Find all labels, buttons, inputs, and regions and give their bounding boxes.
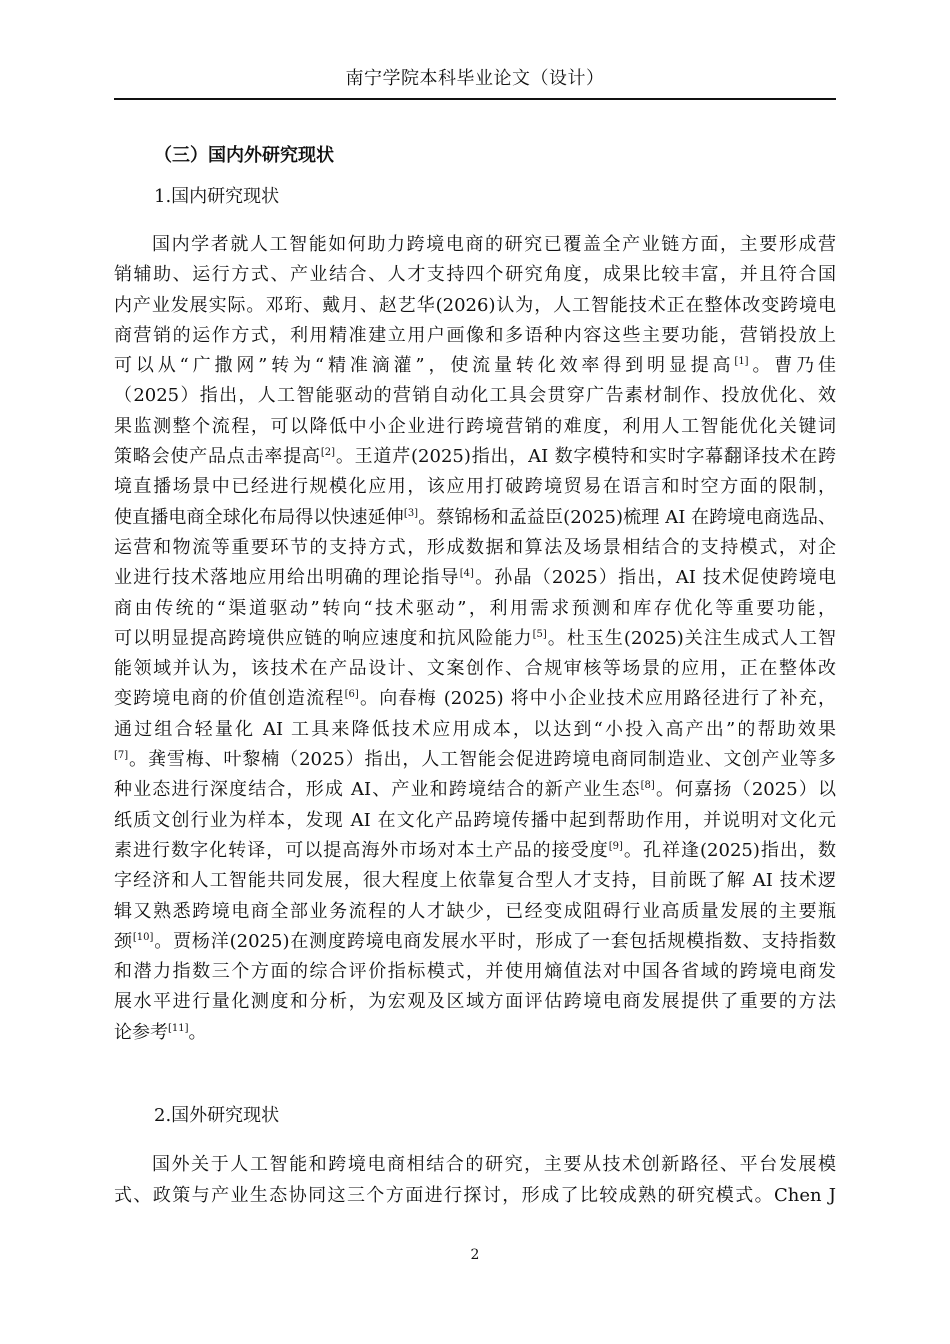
foreign-paragraph: [114, 1149, 836, 1211]
paragraph-line: 商营销的运作方式，利用精准建立用户画像和多语种内容这些主要功能，营销投放上: [114, 324, 836, 346]
page-number: 2: [470, 1247, 480, 1263]
paragraph-line: 策略会使产品点击率提高[2]。王道芹(2025)指出，AI 数字模特和实时字幕翻译技术在跨: [114, 446, 836, 468]
citation-marker: [5]: [532, 628, 547, 640]
citation-marker: [11]: [168, 1022, 189, 1034]
header-rule: [114, 98, 836, 100]
paragraph-line: 种业态进行深度结合，形成 AI、产业和跨境结合的新产业生态[8]。何嘉扬（2025）以: [114, 779, 836, 801]
paragraph-line: （2025）指出，人工智能驱动的营销自动化工具会贯穿广告素材制作、投放优化、效: [114, 385, 836, 407]
paragraph-line: 可以明显提高跨境供应链的响应速度和抗风险能力[5]。杜玉生(2025)关注生成式人工智: [114, 627, 836, 649]
paragraph-line: 运营和物流等重要环节的支持方式，形成数据和算法及场景相结合的支持模式，对企: [114, 536, 836, 558]
domestic-paragraph: [114, 230, 836, 1048]
citation-marker: [8]: [640, 780, 655, 792]
foreign-subheading: 2.国外研究现状: [154, 1105, 280, 1126]
paragraph-line: [7]。龚雪梅、叶黎楠（2025）指出，人工智能会促进跨境电商同制造业、文创产业等多: [114, 749, 836, 771]
paragraph-line: 纸质文创行业为样本，发现 AI 在文化产品跨境传播中起到帮助作用，并说明对文化元: [114, 809, 836, 831]
paragraph-line: 商由传统的“渠道驱动”转向“技术驱动”，利用需求预测和库存优化等重要功能，: [114, 597, 836, 619]
domestic-subheading: 1.国内研究现状: [154, 186, 280, 207]
citation-marker: [6]: [344, 689, 359, 701]
citation-marker: [1]: [734, 356, 749, 368]
paragraph-line: 能领域并认为，该技术在产品设计、文案创作、合规审核等场景的应用，正在整体改: [114, 658, 836, 680]
paragraph-line: 颈[10]。贾杨洋(2025)在测度跨境电商发展水平时，形成了一套包括规模指数、支持指数: [114, 930, 836, 952]
paragraph-line: 字经济和人工智能共同发展，很大程度上依靠复合型人才支持，目前既了解 AI 技术逻: [114, 870, 836, 892]
paragraph-line: 论参考[11]。: [114, 1021, 207, 1043]
citation-marker: [9]: [608, 840, 623, 852]
paragraph-line: 国内学者就人工智能如何助力跨境电商的研究已覆盖全产业链方面，主要形成营: [152, 234, 836, 255]
paragraph-line: 业进行技术落地应用给出明确的理论指导[4]。孙晶（2025）指出，AI 技术促使跨境电: [114, 567, 836, 589]
paragraph-line: 果监测整个流程，可以降低中小企业进行跨境营销的难度，利用人工智能优化关键词: [114, 415, 836, 437]
paragraph-line: 内产业发展实际。邓珩、戴月、赵艺华(2026)认为，人工智能技术正在整体改变跨境电: [114, 294, 836, 316]
citation-marker: [10]: [132, 931, 154, 943]
citation-marker: [2]: [320, 447, 336, 459]
paragraph-line: 素进行数字化转译，可以提高海外市场对本土产品的接受度[9]。孔祥逢(2025)指出，数: [114, 839, 836, 861]
citation-marker: [4]: [459, 568, 474, 580]
running-header: 南宁学院本科毕业论文（设计）: [345, 68, 605, 89]
paragraph-line: 辑又熟悉跨境电商全部业务流程的人才缺少，已经变成阻碍行业高质量发展的主要瓶: [114, 900, 836, 922]
citation-marker: [3]: [403, 507, 419, 519]
paragraph-line: 变跨境电商的价值创造流程[6]。向春梅 (2025) 将中小企业技术应用路径进行了补充，: [114, 688, 836, 710]
paragraph-line: 使直播电商全球化布局得以快速延伸[3]。蔡锦杨和孟益臣(2025)梳理 AI 在跨境电商选品、: [114, 506, 836, 528]
section-heading: （三）国内外研究现状: [154, 145, 334, 166]
paragraph-line: 式、政策与产业生态协同这三个方面进行探讨，形成了比较成熟的研究模式。Chen J: [114, 1185, 836, 1206]
paragraph-line: 通过组合轻量化 AI 工具来降低技术应用成本，以达到“小投入高产出”的帮助效果: [114, 718, 836, 740]
paragraph-line: 国外关于人工智能和跨境电商相结合的研究，主要从技术创新路径、平台发展模: [152, 1154, 836, 1175]
paragraph-line: 和潜力指数三个方面的综合评价指标模式，并使用熵值法对中国各省域的跨境电商发: [114, 961, 836, 983]
citation-marker: [7]: [114, 750, 129, 762]
paragraph-line: 境直播场景中已经进行规模化应用，该应用打破跨境贸易在语言和时空方面的限制，: [114, 476, 836, 498]
paragraph-line: 可以从“广撒网”转为“精准滴灌”，使流量转化效率得到明显提高[1]。曹乃佳: [114, 355, 836, 377]
paragraph-line: 销辅助、运行方式、产业结合、人才支持四个研究角度，成果比较丰富，并且符合国: [114, 264, 836, 286]
paragraph-line: 展水平进行量化测度和分析，为宏观及区域方面评估跨境电商发展提供了重要的方法: [114, 991, 836, 1013]
